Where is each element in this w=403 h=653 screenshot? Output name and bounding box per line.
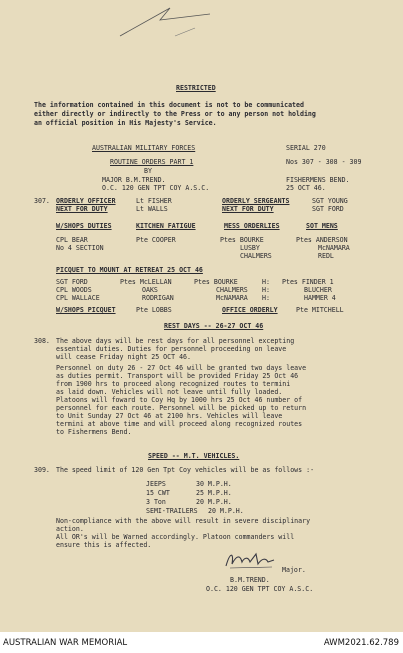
order-numbers: Nos 307 - 308 - 309 — [286, 158, 362, 166]
section-307-number: 307. — [34, 197, 50, 205]
signatory-role: O.C. 120 GEN TPT COY A.S.C. — [206, 585, 314, 593]
mess-orderly-3: CHALMERS — [240, 252, 272, 260]
office-orderly-name: Pte MITCHELL — [296, 306, 344, 314]
picquet-col2-3: RODRIGAN — [142, 294, 174, 302]
orderly-sergeant-name: SGT YOUNG — [312, 197, 348, 205]
rest-days-heading: REST DAYS -- 26-27 OCT 46 — [164, 322, 264, 330]
boiler-man-3: REDL — [318, 252, 334, 260]
limit-speed-2: 25 M.P.H. — [196, 489, 232, 497]
picquet-col1-3: CPL WALLACE — [56, 294, 100, 302]
picquet-col4-2: BLUCHER — [304, 286, 332, 294]
picquet-col3-2: CHALMERS — [216, 286, 248, 294]
sec309-intro: The speed limit of 120 Gen Tpt Coy vehicles will be as follows :- — [56, 466, 315, 474]
sec308-line-2: essential duties. Duties for personnel proceeding on leave — [56, 345, 287, 353]
limit-vehicle-1: JEEPS — [146, 480, 166, 488]
sec308-line-6: from 1900 hrs to proceed along recognized routes to termini — [56, 380, 291, 388]
order-date: 25 OCT 46. — [286, 184, 326, 192]
place: FISHERMENS BEND. — [286, 176, 350, 184]
notice-line-1: The information contained in this document is not to be communicated — [34, 101, 304, 109]
footer-accession-number: AWM2021.62.789 — [323, 638, 399, 648]
sec308-line-3: will cease Friday night 25 OCT 46. — [56, 353, 191, 361]
wshops-picquet-name: Pte LOBBS — [136, 306, 172, 314]
wshops-duty-1: CPL BEAR — [56, 236, 88, 244]
mess-orderly-1: Ptes BOURKE — [220, 236, 264, 244]
sec308-line-4: Personnel on duty 26 - 27 Oct 46 will be granted two days leave — [56, 364, 307, 372]
wshops-duties-heading: W/SHOPS DUTIES — [56, 222, 112, 230]
picquet-col3-1: Ptes BOURKE — [194, 278, 238, 286]
sec308-line-12: to Fishermens Bend. — [56, 428, 132, 436]
sec308-line-9: personnel for each route. Personnel will be picked up to return — [56, 404, 307, 412]
kitchen-fatigue-name: Pte COOPER — [136, 236, 176, 244]
section-309-number: 309. — [34, 466, 50, 474]
orderly-sergeant-next: SGT FORD — [312, 205, 344, 213]
orderly-officer-heading: ORDERLY OFFICER — [56, 197, 116, 205]
kitchen-fatigue-heading: KITCHEN FATIGUE — [136, 222, 196, 230]
classification-heading: RESTRICTED — [176, 84, 216, 92]
limit-vehicle-4: SEMI-TRAILERS — [146, 507, 198, 515]
signatory-rank: Major. — [282, 566, 306, 574]
picquet-col2-1: Ptes McLELLAN — [120, 278, 172, 286]
sec309-closing-2: action. — [56, 525, 84, 533]
orders-title: ROUTINE ORDERS PART 1 — [110, 158, 194, 166]
boiler-man-1: Ptes ANDERSON — [296, 236, 348, 244]
picquet-col3-suffix-3: H: — [262, 294, 270, 302]
by-label: BY — [144, 167, 152, 175]
author-name: MAJOR B.M.TREND. — [102, 176, 166, 184]
mess-orderlies-heading: MESS ORDERLIES — [224, 222, 280, 230]
picquet-heading: PICQUET TO MOUNT AT RETREAT 25 OCT 46 — [56, 266, 203, 274]
next-for-duty-heading: NEXT FOR DUTY — [56, 205, 108, 213]
signatory-name: B.M.TREND. — [230, 576, 270, 584]
picquet-col3-suffix-1: H: — [262, 278, 270, 286]
picquet-col4-1: Ptes FINDER 1 — [282, 278, 334, 286]
sec308-line-10: to Unit Sunday 27 Oct 46 at 2100 hrs. Vehicles will leave — [56, 412, 283, 420]
sec308-line-11: termini at above time and will proceed along recognized routes — [56, 420, 303, 428]
picquet-col2-2: OAKS — [142, 286, 158, 294]
boiler-man-2: McNAMARA — [318, 244, 350, 252]
notice-line-3: an official position in His Majesty's Service. — [34, 119, 217, 127]
sec309-closing-1: Non-compliance with the above will result in severe disciplinary — [56, 517, 311, 525]
orderly-sergeants-heading: ORDERLY SERGEANTS — [222, 197, 290, 205]
orderly-officer-next: Lt WALLS — [136, 205, 168, 213]
handwritten-mark — [100, 6, 220, 46]
serial-number: SERIAL 270 — [286, 144, 326, 152]
picquet-col1-2: CPL WOODS — [56, 286, 92, 294]
picquet-col3-suffix-2: H: — [262, 286, 270, 294]
office-orderly-heading: OFFICE ORDERLY — [222, 306, 278, 314]
sergeants-next-heading: NEXT FOR DUTY — [222, 205, 274, 213]
boiler-men-heading: SOT MENS — [306, 222, 338, 230]
picquet-col3-3: McNAMARA — [216, 294, 248, 302]
footer-bar — [0, 632, 403, 653]
picquet-col1-1: SGT FORD — [56, 278, 88, 286]
sec309-closing-4: ensure this is affected. — [56, 541, 152, 549]
author-role: O.C. 120 GEN TPT COY A.S.C. — [102, 184, 210, 192]
sec308-line-1: The above days will be rest days for all personnel excepting — [56, 337, 295, 345]
limit-vehicle-2: 15 CWT — [146, 489, 170, 497]
sec309-closing-3: All OR's will be Warned accordingly. Platoon commanders will — [56, 533, 295, 541]
picquet-col4-3: HAMMER 4 — [304, 294, 336, 302]
limit-vehicle-3: 3 Ton — [146, 498, 166, 506]
sec308-line-8: Platoons will foward to Coy Hq by 1000 hrs 25 Oct 46 number of — [56, 396, 303, 404]
limit-speed-1: 30 M.P.H. — [196, 480, 232, 488]
signature — [222, 548, 280, 572]
footer-institution: AUSTRALIAN WAR MEMORIAL — [3, 638, 128, 648]
wshops-duty-2: No 4 SECTION — [56, 244, 104, 252]
mess-orderly-2: LUSBY — [240, 244, 260, 252]
section-308-number: 308. — [34, 337, 50, 345]
sec308-line-7: as laid down. Vehicles will not leave until fully loaded. — [56, 388, 283, 396]
sec308-line-5: as duties permit. Transport will be provided Friday 25 Oct 46 — [56, 372, 299, 380]
limit-speed-4: 20 M.P.H. — [208, 507, 244, 515]
limit-speed-3: 20 M.P.H. — [196, 498, 232, 506]
orderly-officer-name: Lt FISHER — [136, 197, 172, 205]
notice-line-2: either directly or indirectly to the Press or to any person not holding — [34, 110, 316, 118]
wshops-picquet-heading: W/SHOPS PICQUET — [56, 306, 116, 314]
speed-heading: SPEED -- M.T. VEHICLES. — [148, 452, 240, 460]
unit-name: AUSTRALIAN MILITARY FORCES — [92, 144, 196, 152]
